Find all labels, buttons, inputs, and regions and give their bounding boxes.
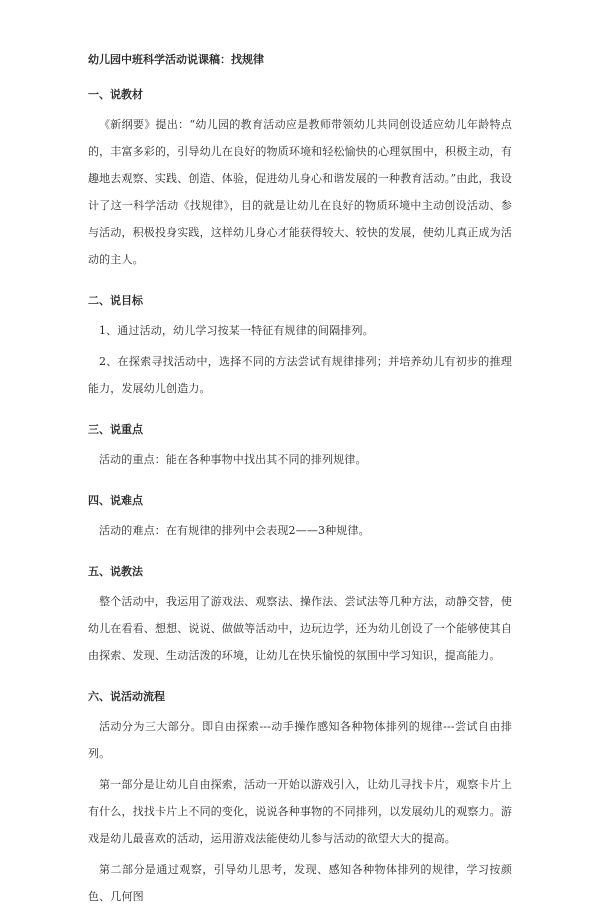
section-paragraph: 2、在探索寻找活动中，选择不同的方法尝试有规律排列；并培养幼儿有初步的推理能力，发展幼儿创造力。 — [88, 355, 512, 395]
section-paragraph: 1、通过活动，幼儿学习按某一特征有规律的间隔排列。 — [99, 324, 374, 337]
section-heading-teaching-methods: 五、说教法 — [88, 565, 143, 578]
section-paragraph: 整个活动中，我运用了游戏法、观察法、操作法、尝试法等几种方法，动静交替，使幼儿在看看、想想、说说、做做等活动中，边玩边学，还为幼儿创设了一个能够使其自由探索、发现、生动活泼的环境，让幼儿在快乐愉悦的氛围中学习知识，提高能力。 — [88, 595, 512, 662]
section-paragraph: 活动的难点：在有规律的排列中会表现2——3种规律。 — [99, 524, 370, 537]
section-paragraph: 活动的重点：能在各种事物中找出其不同的排列规律。 — [99, 453, 367, 466]
section-heading-difficulties: 四、说难点 — [88, 494, 143, 507]
section-heading-goals: 二、说目标 — [88, 294, 143, 307]
section-paragraph: 活动分为三大部分。即自由探索---动手操作感知各种物体排列的规律---尝试自由排列。 — [88, 720, 512, 760]
section-paragraph: 第一部分是让幼儿自由探索，活动一开始以游戏引入，让幼儿寻找卡片，观察卡片上有什么，找找卡片上不同的变化，说说各种事物的不同排列，以发展幼儿的观察力。游戏是幼儿最喜欢的活动，运用游戏法能使幼儿参与活动的欲望大大的提高。 — [88, 778, 512, 845]
section-heading-key-points: 三、说重点 — [88, 423, 143, 436]
section-paragraph: 第二部分是通过观察，引导幼儿思考，发现、感知各种物体排列的规律，学习按颜色、几何图 — [88, 863, 512, 903]
section-heading-materials: 一、说教材 — [88, 88, 143, 101]
document-title: 幼儿园中班科学活动说课稿：找规律 — [88, 53, 264, 66]
section-paragraph: 《新纲要》提出：“幼儿园的教育活动应是教师带领幼儿共同创设适应幼儿年龄特点的，丰富多彩的，引导幼儿在良好的物质环境和轻松愉快的心理氛围中，积极主动，有趣地去观察、实践、创造、体验，促进幼儿身心和谐发展的一种教育活动。”由此，我设计了这一科学活动《找规律》，目的就是让幼儿在良好的物质环境中主动创设活动、参与活动，积极投身实践，这样幼儿身心才能获得较大、较快的发展，使幼儿真正成为活动的主人。 — [88, 118, 512, 266]
section-heading-activity-flow: 六、说活动流程 — [88, 690, 165, 703]
